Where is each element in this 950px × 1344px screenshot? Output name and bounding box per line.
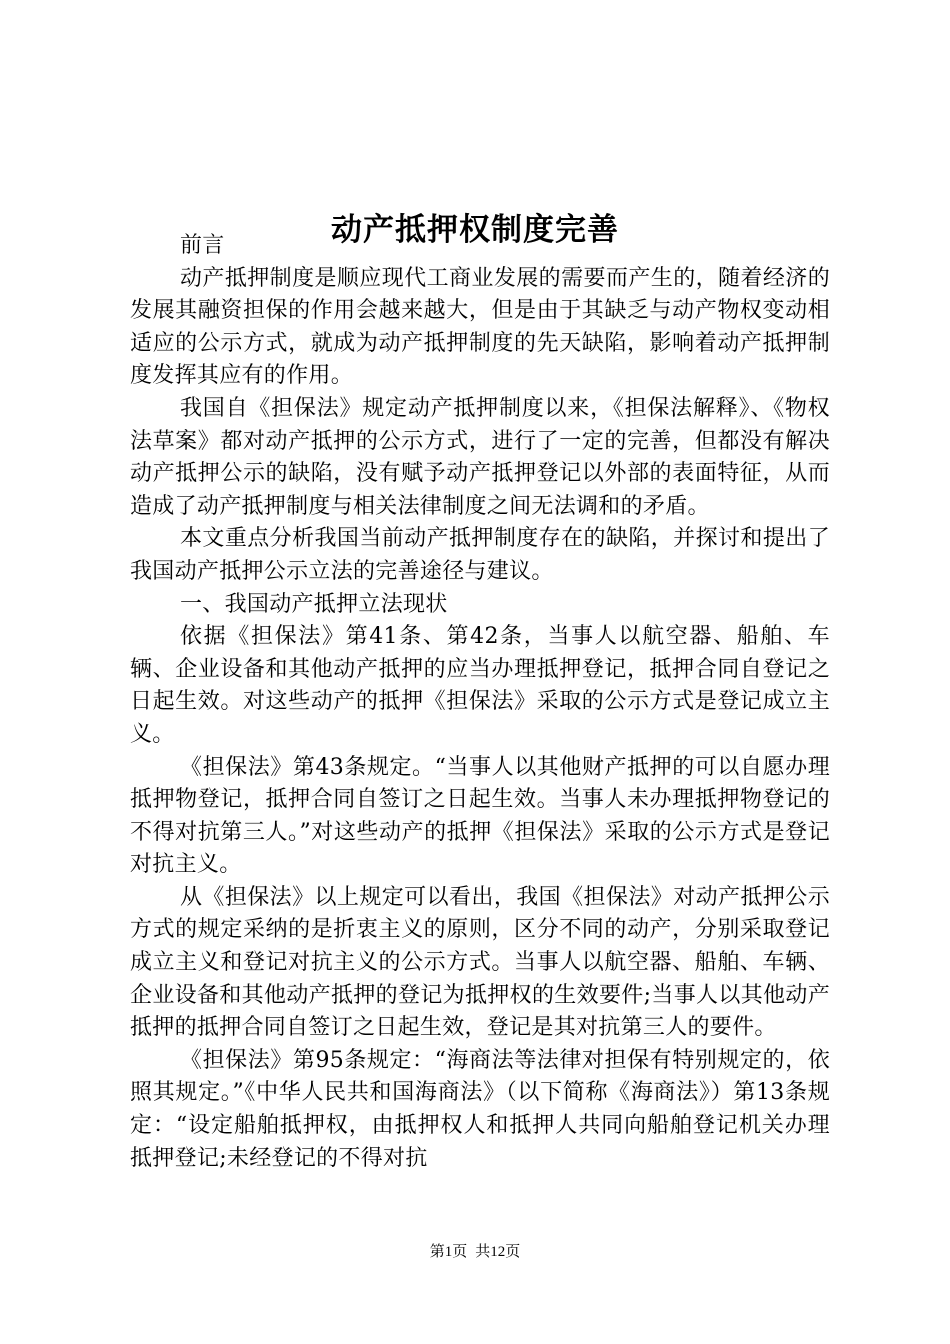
section-heading: 一、我国动产抵押立法现状 <box>180 591 448 617</box>
paragraph: 我国自《担保法》规定动产抵押制度以来，《担保法解释》、《物权法草案》都对动产抵押的公示方式，进行了一定的完善，但都没有解决动产抵押公示的缺陷，没有赋予动产抵押登记以外部的表面特征，从而造成了动产抵押制度与相关法律制度之间无法调和的矛盾。 <box>130 395 830 519</box>
page-number: 第1页 <box>429 1244 468 1260</box>
paragraph: 《担保法》第95条规定：“海商法等法律对担保有特别规定的，依照其规定。”《中华人民共和国海商法》（以下简称《海商法》）第13条规定：“设定船舶抵押权，由抵押权人和抵押人共同向船舶登记机关办理抵押登记;未经登记的不得对抗 <box>130 1047 830 1171</box>
paragraph-preface-heading: 前言 <box>180 233 225 258</box>
paragraph: 本文重点分析我国当前动产抵押制度存在的缺陷，并探讨和提出了我国动产抵押公示立法的完善途径与建议。 <box>130 526 830 584</box>
paragraph: 动产抵押制度是顺应现代工商业发展的需要而产生的，随着经济的发展其融资担保的作用会越来越大，但是由于其缺乏与动产物权变动相适应的公示方式，就成为动产抵押制度的先天缺陷，影响着动产抵押制度发挥其应有的作用。 <box>130 265 830 389</box>
paragraph: 从《担保法》以上规定可以看出，我国《担保法》对动产抵押公示方式的规定采纳的是折衷主义的原则，区分不同的动产，分别采取登记成立主义和登记对抗主义的公示方式。当事人以航空器、船舶、车辆、企业设备和其他动产抵押的登记为抵押权的生效要件;当事人以其他动产抵押的抵押合同自签订之日起生效，登记是其对抗第三人的要件。 <box>130 884 830 1041</box>
paragraph: 《担保法》第43条规定。“当事人以其他财产抵押的可以自愿办理抵押物登记，抵押合同自签订之日起生效。当事人未办理抵押物登记的不得对抗第三人。”对这些动产的抵押《担保法》采取的公示方式是登记对抗主义。 <box>130 754 830 878</box>
paragraph: 依据《担保法》第41条、第42条，当事人以航空器、船舶、车辆、企业设备和其他动产抵押的应当办理抵押登记，抵押合同自登记之日起生效。对这些动产的抵押《担保法》采取的公示方式是登记成立主义。 <box>130 624 830 747</box>
total-pages: 共12页 <box>475 1244 521 1260</box>
document-body <box>130 230 830 1175</box>
page-footer <box>0 1240 950 1264</box>
document-title: 动产抵押权制度完善 <box>331 211 619 248</box>
